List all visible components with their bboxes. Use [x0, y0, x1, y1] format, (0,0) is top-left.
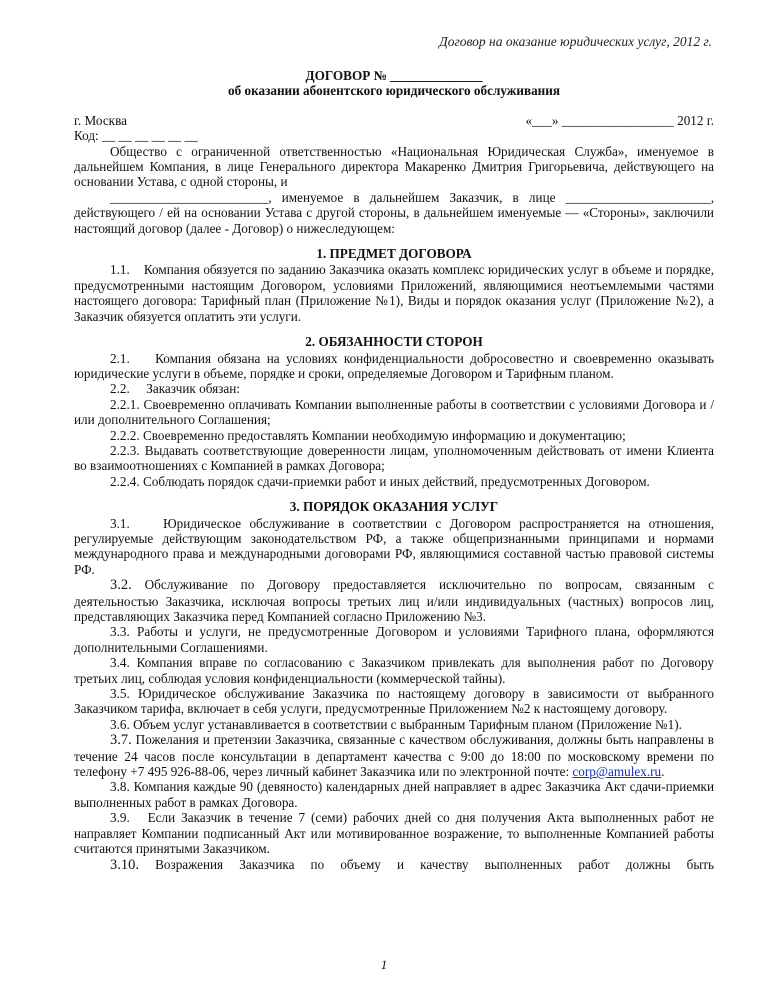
clause-number: 2.2. [110, 381, 130, 397]
clause-text: Пожелания и претензии Заказчика, связанные с качеством обслуживания, должны быть направлены в течение 24 часов после консультации в департамент качества с 9:00 до 18:00 по московскому времени по телефону +7 495 926-88-06, через личный кабинет Заказчика или по электронной почте: [74, 732, 715, 780]
clause-number: 3.8. [110, 779, 130, 795]
contract-subtitle: об оказании абонентского юридического обслуживания [228, 83, 560, 99]
clause-3-1 [74, 516, 714, 578]
place-date-row [74, 113, 714, 128]
clause-number: 3.4. [110, 655, 130, 671]
clause-text: Возражения Заказчика по объему и качеству выполненных работ должны быть [155, 856, 714, 872]
email-link[interactable]: corp@amulex.ru [572, 764, 662, 780]
clause-number: 3.7. [110, 732, 132, 749]
clause-2-2-4: 2.2.4. Соблюдать порядок сдачи-приемки работ и иных действий, предусмотренных Договором. [110, 473, 650, 489]
clause-number: 3.2. [110, 577, 132, 594]
section-1-heading: 1. ПРЕДМЕТ ДОГОВОРА [316, 246, 472, 262]
clause-text: Заказчик обязан: [146, 381, 240, 397]
clause-number: 3.6. [110, 716, 130, 732]
clause-text: Обслуживание по Договору предоставляется исключительно по вопросам, связанным с деятельностью Заказчика, исключая вопросы третьих лиц и/или индивидуальных (частных) вопросов лиц, представляющих Заказчика перед Компанией согласно Приложению №3. [74, 577, 715, 624]
city: г. Москва [74, 112, 127, 128]
preamble-paragraph-2: ________________________, именуемое в дальнейшем Заказчик, в лице ______________________, действующего / ей на основании Устава с другой стороны, в дальнейшем именуемые — «Стороны», заключили настоящий договор (далее - Договор) о нижеследующем: [74, 189, 714, 236]
preamble-paragraph-1: Общество с ограниченной ответственностью «Национальная Юридическая Служба», именуемое в дальнейшем Компания, в лице Генерального директора Макаренко Дмитрия Григорьевича, действующего на основании Устава, с одной стороны, и [74, 143, 714, 190]
clause-3-9 [74, 810, 714, 856]
clause-2-1 [74, 351, 714, 382]
page-number: 1 [380, 957, 388, 972]
clause-3-4 [74, 655, 714, 686]
section-2-heading: 2. ОБЯЗАННОСТИ СТОРОН [305, 334, 483, 350]
running-header: Договор на оказание юридических услуг, 2012 г. [439, 34, 712, 49]
clause-number: 3.9. [110, 810, 130, 826]
clause-text: Работы и услуги, не предусмотренные Договором и условиями Тарифного плана, оформляются дополнительными Соглашениями. [74, 624, 715, 655]
clause-3-2 [74, 577, 714, 624]
clause-number: 3.1. [110, 515, 130, 531]
clause-text: Компания вправе по согласованию с Заказчиком привлекать для выполнения работ по Договору третьих лиц, соблюдая условия конфиденциальности (коммерческой тайны). [74, 655, 714, 686]
clause-number: 3.10. [110, 856, 139, 873]
document-body [74, 68, 714, 873]
clause-3-3 [74, 624, 714, 655]
clause-2-2-2: 2.2.2. Своевременно предоставлять Компании необходимую информацию и документацию; [110, 427, 626, 443]
clause-number: 3.5. [110, 686, 130, 702]
clause-1-1 [74, 262, 714, 324]
clause-text: Объем услуг устанавливается в соответствии с выбранным Тарифным планом (Приложение №1). [133, 716, 682, 732]
clause-number: 2.1. [110, 350, 130, 366]
contract-date: «___» _________________ 2012 г. [525, 112, 714, 128]
contract-title: ДОГОВОР № ______________ [305, 68, 483, 83]
clause-number: 3.3. [110, 624, 130, 640]
clause-3-5 [74, 686, 714, 717]
clause-2-2-3: 2.2.3. Выдавать соответствующие доверенности лицам, уполномоченным действовать от имени Клиента во взаимоотношениях с Компанией в рамках Договора; [74, 442, 714, 474]
clause-text: Юридическое обслуживание Заказчика по настоящему договору в зависимости от выбранного Заказчиком тарифа, включает в себя услуги, предусмотренные Приложением №2 к настоящему договору. [74, 686, 714, 717]
clause-3-8 [74, 779, 714, 810]
clause-3-7: 3.7. Пожелания и претензии Заказчика, связанные с качеством обслуживания, должны быть направлены в течение 24 часов после консультации в департамент качества с 9:00 до 18:00 по московскому времени по телефону +7 495 926-88-06, через личный кабинет Заказчика или по электронной почте: corp@amulex.ru. [74, 732, 715, 780]
clause-text: Компания обязана на условиях конфиденциальности добросовестно и своевременно оказывать юридические услуги в объеме, порядке и сроки, определяемые Договором и Тарифным планом. [74, 350, 714, 381]
clause-text: Если Заказчик в течение 7 (семи) рабочих дней со дня получения Акта выполненных работ не направляет Компании подписанный Акт или мотивированное возражение, то выполненные Компанией работы считаются принятыми Заказчиком. [74, 810, 714, 857]
clause-3-6 [74, 717, 714, 732]
section-3-heading: 3. ПОРЯДОК ОКАЗАНИЯ УСЛУГ [289, 499, 499, 515]
clause-2-2 [74, 381, 714, 396]
clause-text: Компания обязуется по заданию Заказчика оказать комплекс юридических услуг в объеме и порядке, предусмотренными настоящим Договором, условиями Приложений, являющимися неотъемлемыми частями настоящего договора: Тарифный план (Приложение №1), Виды и порядок оказания услуг (Приложение №2), а Заказчик обязуется оплатить эти услуги. [74, 262, 715, 324]
clause-3-10 [74, 857, 714, 873]
clause-text: Компания каждые 90 (девяносто) календарных дней направляет в адрес Заказчика Акт сдачи-приемки выполненных работ в рамках Договора. [74, 779, 715, 810]
clause-text: Юридическое обслуживание в соответствии с Договором распространяется на отношения, регулируемые действующим законодательством РФ, а также общепризнанными принципами и нормами международного права и международными договорами РФ, являющимися составной частью правовой системы РФ. [74, 515, 715, 577]
contract-code: Код: __ __ __ __ __ __ [74, 128, 198, 144]
clause-number: 1.1. [110, 262, 130, 278]
clause-2-2-1: 2.2.1. Своевременно оплачивать Компании выполненные работы в соответствии с условиями Договора и / или дополнительного Соглашения; [74, 396, 714, 428]
